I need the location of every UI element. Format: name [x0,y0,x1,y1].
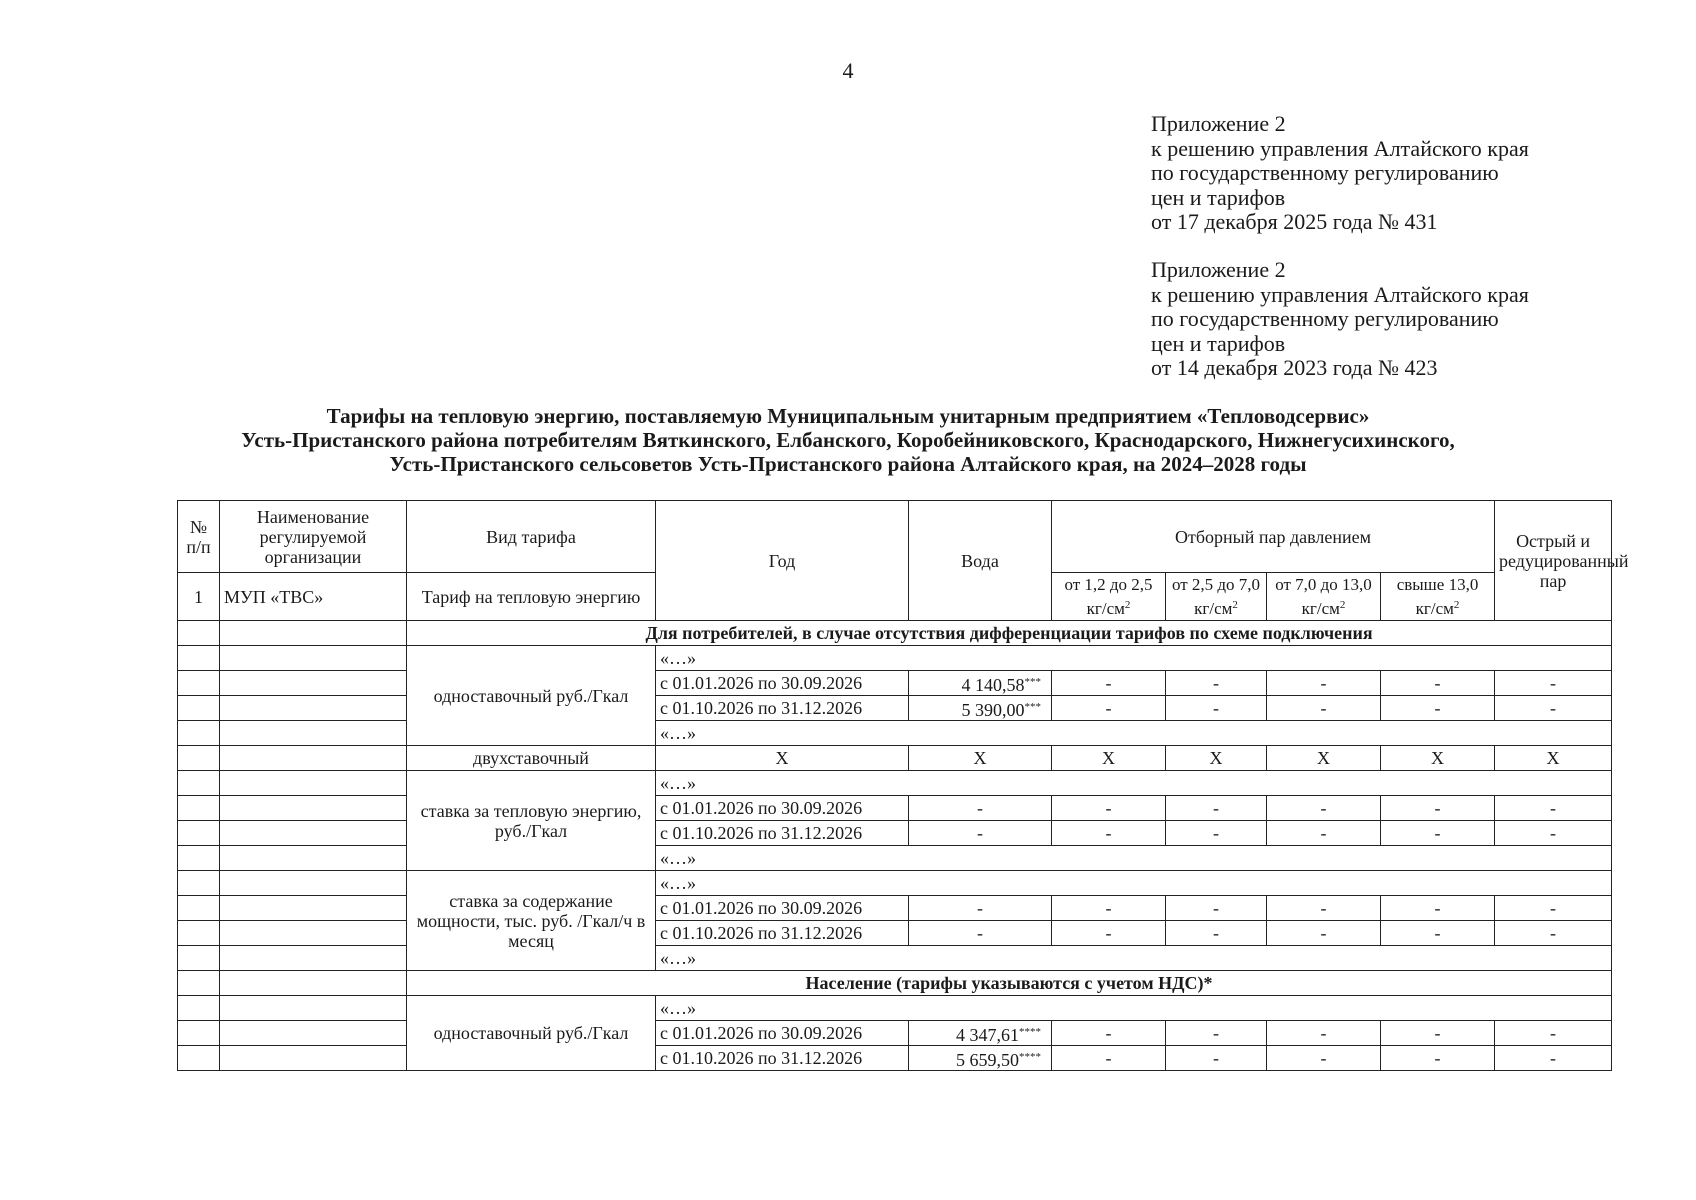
header-sharp-steam: Острый и редуцированный пар [1495,501,1612,621]
table-cell [220,896,407,921]
table-cell: - [1052,796,1166,821]
table-row [178,696,1612,721]
table-cell: - [1166,671,1267,696]
table-cell: с 01.10.2026 по 31.12.2026 [656,921,909,946]
tariff-type-label: одноставочный руб./Гкал [407,996,656,1071]
table-cell: с 01.10.2026 по 31.12.2026 [656,1046,909,1071]
table-cell: - [909,921,1052,946]
table-cell: - [1166,921,1267,946]
table-cell [220,846,407,871]
header-steam: Отборный пар давлением [1052,501,1495,573]
table-cell: - [909,896,1052,921]
table-cell: X [909,746,1052,771]
table-cell: с 01.01.2026 по 30.09.2026 [656,1021,909,1046]
table-cell: X [1052,746,1166,771]
table-cell [220,771,407,796]
table-cell [220,996,407,1021]
table-cell [178,996,220,1021]
table-cell [178,971,220,996]
table-cell: с 01.10.2026 по 31.12.2026 [656,821,909,846]
org-num: 1 [178,573,220,621]
table-cell: 4 347,61**** [909,1021,1052,1046]
table-cell: - [1267,671,1381,696]
table-cell [178,821,220,846]
table-cell [220,671,407,696]
table-cell: - [1495,896,1612,921]
table-cell: - [1267,696,1381,721]
table-row [178,921,1612,946]
org-name: МУП «ТВС» [220,573,407,621]
table-cell [220,971,407,996]
appendix-current [1151,112,1529,235]
table-cell: - [1267,1046,1381,1071]
table-cell: X [1495,746,1612,771]
appendix-line: Приложение 2 [1151,111,1286,136]
table-cell: X [656,746,909,771]
table-cell: - [1381,1046,1495,1071]
tariff-type-label: ставка за содержание мощности, тыс. руб. /Гкал/ч в месяц [407,871,656,971]
appendix-date: от 14 декабря 2023 года № 423 [1151,355,1438,380]
table-cell: X [1166,746,1267,771]
table-cell: - [1052,896,1166,921]
header-water: Вода [909,501,1052,621]
appendix-line: по государственному регулированию [1151,160,1499,185]
table-cell [220,1021,407,1046]
table-cell: - [1267,896,1381,921]
table-cell [178,771,220,796]
tariff-type-label: ставка за тепловую энергию, руб./Гкал [407,771,656,871]
table-cell: - [1495,1021,1612,1046]
ellipsis-row: «…» [656,946,1612,971]
ellipsis-row: «…» [656,871,1612,896]
title-line: Усть-Пристанского сельсоветов Усть-Пристанского района Алтайского края, на 2024–2028 годы [389,452,1307,476]
page-number: 4 [842,58,854,83]
header-pressure-3: от 7,0 до 13,0 $кг/см^2$ [1267,573,1381,621]
ellipsis-row: «…» [656,646,1612,671]
title-line: Тарифы на тепловую энергию, поставляемую Муниципальным унитарным предприятием «Тепловодсервис» [326,404,1370,428]
table-cell: - [1166,1046,1267,1071]
table-row [178,796,1612,821]
table-cell: - [909,821,1052,846]
table-cell: - [1381,696,1495,721]
table-cell [178,746,220,771]
table-cell: - [1267,1021,1381,1046]
table-cell: - [1166,821,1267,846]
table-cell: - [1381,671,1495,696]
header-num: № п/п [178,501,220,573]
table-cell: двухставочный [407,746,656,771]
table-cell: с 01.01.2026 по 30.09.2026 [656,796,909,821]
table-cell: - [1052,696,1166,721]
table-cell [178,671,220,696]
table-cell: 5 659,50**** [909,1046,1052,1071]
table-cell: - [1052,1046,1166,1071]
table-row [178,896,1612,921]
table-row [178,1021,1612,1046]
appendix-date: от 17 декабря 2025 года № 431 [1151,209,1438,234]
table-cell [220,696,407,721]
header-pressure-1: от 1,2 до 2,5 $кг/см^2$ [1052,573,1166,621]
table-cell: - [1381,921,1495,946]
tariff-type-label: одноставочный руб./Гкал [407,646,656,746]
table-cell: - [1166,796,1267,821]
table-cell: - [1381,821,1495,846]
table-cell: 5 390,00*** [909,696,1052,721]
table-cell: - [909,796,1052,821]
table-cell: X [1267,746,1381,771]
ellipsis-row: «…» [656,996,1612,1021]
title-line: Усть-Пристанского района потребителям Вяткинского, Елбанского, Коробейниковского, Краснодарского, Нижнегусихинского, [241,428,1455,452]
header-year: Год [656,501,909,621]
table-row [178,671,1612,696]
table-cell: - [1052,1021,1166,1046]
table-cell: с 01.01.2026 по 30.09.2026 [656,671,909,696]
appendix-line: к решению управления Алтайского края [1151,281,1529,307]
ellipsis-row: «…» [656,846,1612,871]
org-tariff-label: Тариф на тепловую энергию [407,573,656,621]
table-cell: - [1495,671,1612,696]
section-title: Население (тарифы указываются с учетом НДС)* [407,971,1612,996]
table-cell: - [1166,696,1267,721]
table-cell: X [1381,746,1495,771]
table-cell [220,621,407,646]
table-cell: - [1381,896,1495,921]
section-title: Для потребителей, в случае отсутствия дифференциации тарифов по схеме подключения [407,621,1612,646]
table-cell [220,1046,407,1071]
table-cell: - [1495,796,1612,821]
table-cell: - [1495,696,1612,721]
table-cell: - [1267,821,1381,846]
table-cell: 4 140,58*** [909,671,1052,696]
table-cell [178,896,220,921]
appendix-line: цен и тарифов [1151,184,1286,210]
table-cell [220,646,407,671]
table-cell [178,796,220,821]
table-cell: - [1495,821,1612,846]
table-cell [178,1021,220,1046]
appendix-original [1151,258,1529,381]
table-cell: - [1267,921,1381,946]
table-cell [178,721,220,746]
table-cell: с 01.01.2026 по 30.09.2026 [656,896,909,921]
appendix-line: цен и тарифов [1151,330,1286,356]
table-cell [220,821,407,846]
table-cell [178,1046,220,1071]
table-cell [178,846,220,871]
header-org-name: Наименование регулируемой организации [220,501,407,573]
table-cell [220,796,407,821]
table-cell: - [1267,796,1381,821]
table-cell [178,621,220,646]
table-cell [178,646,220,671]
table-row [178,1046,1612,1071]
table-cell: с 01.10.2026 по 31.12.2026 [656,696,909,721]
table-cell: - [1166,896,1267,921]
table-cell: - [1381,1021,1495,1046]
table-cell [178,921,220,946]
appendix-line: к решению управления Алтайского края [1151,135,1529,161]
table-cell: - [1052,821,1166,846]
table-cell: - [1495,921,1612,946]
table-cell [220,946,407,971]
table-cell [178,946,220,971]
appendix-line: по государственному регулированию [1151,306,1499,331]
header-pressure-4: свыше 13,0 $кг/см^2$ [1381,573,1495,621]
document-title [0,404,1696,476]
header-pressure-2: от 2,5 до 7,0 $кг/см^2$ [1166,573,1267,621]
table-cell: - [1381,796,1495,821]
appendix-line: Приложение 2 [1151,257,1286,282]
table-cell [178,696,220,721]
table-cell [220,921,407,946]
table-cell: - [1052,921,1166,946]
ellipsis-row: «…» [656,771,1612,796]
table-row [178,821,1612,846]
table-cell [220,721,407,746]
table-cell: - [1495,1046,1612,1071]
table-cell: - [1166,1021,1267,1046]
table-cell [220,871,407,896]
table-cell [220,746,407,771]
table-cell [178,871,220,896]
header-tariff-type: Вид тарифа [407,501,656,573]
ellipsis-row: «…» [656,721,1612,746]
tariff-table [177,500,1629,1071]
table-row [178,746,1612,771]
table-cell: - [1052,671,1166,696]
